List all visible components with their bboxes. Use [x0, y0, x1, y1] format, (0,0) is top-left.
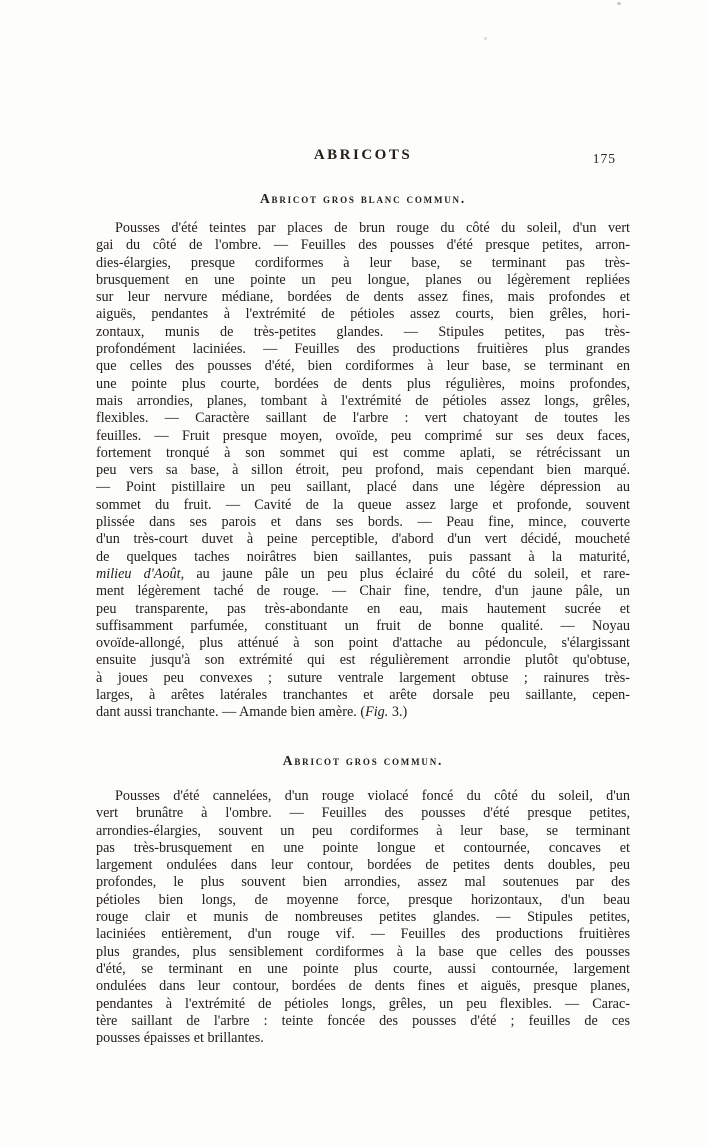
- text-line: brusquement en une pointe un peu longue, planes ou légèrement repliées: [96, 271, 630, 288]
- text-line: ovoïde-allongé, plus atténué à son point d'attache au pédoncule, s'élargissant: [96, 635, 630, 652]
- text-line: vert brunâtre à l'ombre. — Feuilles des pousses d'été presque petites,: [96, 805, 630, 822]
- text-line: une pointe plus courte, bordées de dents plus régulières, moins profondes,: [96, 375, 630, 392]
- text-line: laciniées entièrement, d'un rouge vif. — Feuilles des productions fruitières: [96, 926, 630, 943]
- text-line: gai du côté de l'ombre. — Feuilles des pousses d'été presque petites, arron-: [96, 237, 630, 254]
- text-line: ondulées dans leur contour, bordées de dents fines et aiguës, presque planes,: [96, 978, 630, 995]
- text-line: tère saillant de l'arbre : teinte foncée des pousses d'été ; feuilles de ces: [96, 1012, 630, 1029]
- text-line: de quelques taches noirâtres bien saillantes, puis passant à la maturité,: [96, 548, 630, 565]
- text-line: aiguës, pendantes à l'extrémité de pétioles assez courts, bien grêles, hori-: [96, 306, 630, 323]
- running-head: ABRICOTS: [313, 147, 413, 163]
- text-line: milieu d'Août, au jaune pâle un peu plus éclairé du côté du soleil, et rare-: [96, 565, 630, 582]
- text-line: pas très-brusquement en une pointe longue et contournée, concaves et: [96, 839, 630, 856]
- section-heading-abricot-gros-blanc-commun: Abricot gros blanc commun.: [259, 191, 467, 206]
- text-line: fortement tronqué à son sommet qui est comme aplati, se rétrécissant un: [96, 444, 630, 461]
- text-line: Pousses d'été cannelées, d'un rouge violacé foncé du côté du soleil, d'un: [115, 788, 630, 804]
- text-column: [96, 0, 630, 1146]
- text-line: — Point pistillaire un peu saillant, placé dans une légère dépression au: [96, 479, 630, 496]
- paragraph-abricot-gros-commun: [96, 788, 630, 1047]
- text-line: peu vers sa base, à sillon étroit, peu profond, mais cependant bien marqué.: [96, 462, 630, 479]
- text-line: que celles des pousses d'été, bien cordiformes à leur base, se terminant en: [96, 358, 630, 375]
- text-line: larges, à arêtes latérales tranchantes et arête dorsale peu saillante, cepen-: [96, 687, 630, 704]
- text-line: peu transparente, pas très-abondante en eau, mais hautement sucrée et: [96, 600, 630, 617]
- text-line: dies-élargies, presque cordiformes à leur base, se terminant pas très-: [96, 254, 630, 271]
- text-line: pendantes à l'extrémité de pétioles longs, grêles, un peu flexibles. — Carac-: [96, 995, 630, 1012]
- text-line: ensuite jusqu'à son extrémité qui est régulièrement arrondie plutôt qu'obtuse,: [96, 652, 630, 669]
- text-line: Pousses d'été teintes par places de brun rouge du côté du soleil, d'un vert: [115, 220, 630, 236]
- text-line: sommet du fruit. — Cavité de la queue assez large et profonde, souvent: [96, 496, 630, 513]
- text-line: flexibles. — Caractère saillant de l'arbre : vert chatoyant de toutes les: [96, 410, 630, 427]
- text-line: zontaux, munis de très-petites glandes. — Stipules petites, pas très-: [96, 323, 630, 340]
- text-line: plissée dans ses parois et dans ses bords. — Peau fine, mince, couverte: [96, 514, 630, 531]
- paragraph-abricot-gros-blanc-commun: [96, 220, 630, 722]
- text-line: d'un très-court duvet à peine perceptible, d'abord d'un vert décidé, moucheté: [96, 531, 630, 548]
- text-line: ment légèrement taché de rouge. — Chair fine, tendre, d'un jaune pâle, un: [96, 583, 630, 600]
- text-line: à joues peu convexes ; suture ventrale largement obtuse ; rainures très-: [96, 669, 630, 686]
- text-line: plus grandes, plus sensiblement cordiformes à la base que celles des pousses: [96, 943, 630, 960]
- text-line: dant aussi tranchante. — Amande bien amère. (Fig. 3.): [96, 704, 408, 721]
- text-line: mais arrondies, planes, tombant à l'extrémité de pétioles assez longs, grêles,: [96, 392, 630, 409]
- text-line: pousses épaisses et brillantes.: [96, 1030, 264, 1047]
- text-line: pétioles bien longs, de moyenne force, presque horizontaux, d'un beau: [96, 891, 630, 908]
- text-line: rouge clair et munis de nombreuses petites glandes. — Stipules petites,: [96, 909, 630, 926]
- text-line: profondes, le plus souvent bien arrondies, assez mal soutenues par des: [96, 874, 630, 891]
- text-line: profondément laciniées. — Feuilles des productions fruitières plus grandes: [96, 341, 630, 358]
- text-line: arrondies-élargies, souvent un peu cordiformes à leur base, se terminant: [96, 822, 630, 839]
- section-heading-abricot-gros-commun: Abricot gros commun.: [282, 753, 444, 768]
- text-line: suffisamment parfumée, constituant un fruit de bonne qualité. — Noyau: [96, 617, 630, 634]
- text-line: d'été, se terminant en une pointe plus courte, aussi contournée, largement: [96, 960, 630, 977]
- text-line: feuilles. — Fruit presque moyen, ovoïde, peu comprimé sur ses deux faces,: [96, 427, 630, 444]
- page-number: 175: [592, 151, 616, 166]
- text-line: sur leur nervure médiane, bordées de dents assez fines, mais profondes et: [96, 289, 630, 306]
- text-line: largement ondulées dans leur contour, bordées de petites dents doubles, peu: [96, 857, 630, 874]
